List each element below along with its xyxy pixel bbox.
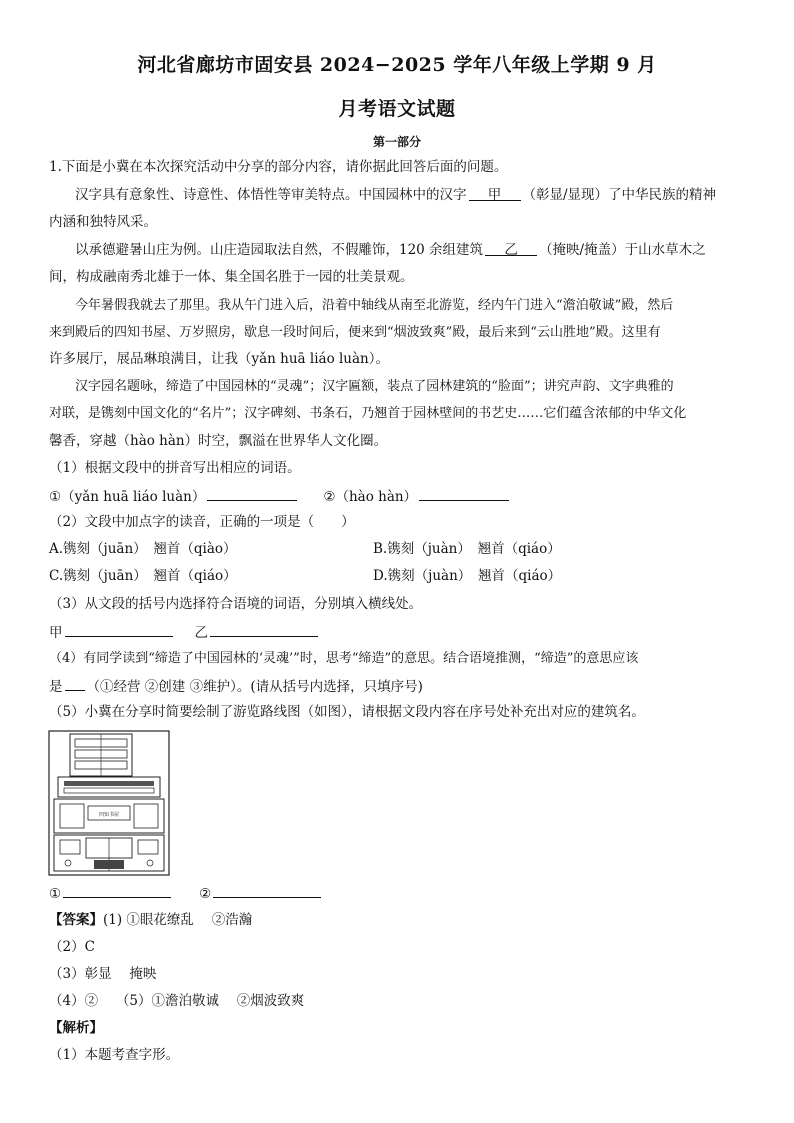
answer-blank [63, 883, 171, 898]
paragraph-4-line3: 馨香，穿越（hào hàn）时空，飘溢在世界华人文化圈。 [49, 433, 388, 449]
answer-2: （2）C [49, 939, 95, 955]
sub-question-2: （2）文段中加点字的读音，正确的一项是（ ） [49, 514, 355, 530]
sub-question-5: （5）小冀在分享时简要绘制了游览路线图（如图），请根据文段内容在序号处补充出对应的建筑名。 [49, 704, 645, 720]
answer-3: （3）彰显 掩映 [49, 966, 157, 982]
option-c: C.镌刻（juān） 翘首（qiáo） [49, 568, 237, 584]
sub-question-4-line1: （4）有同学读到“缔造了中国园林的‘灵魂’”时，思考“缔造”的意思。结合语境推测，“缔造”的意思应该 [49, 651, 639, 666]
option-d: D.镌刻（juàn） 翘首（qiáo） [373, 568, 562, 584]
sub-question-3-blanks: 甲 乙 [49, 622, 749, 643]
sub-question-4-line2: 是 （①经营 ②创建 ③维护）。(请从括号内选择，只填序号) [49, 676, 749, 697]
answer-tag: 【答案】 [49, 912, 103, 928]
answer-blank [213, 883, 321, 898]
tour-route-map [48, 730, 170, 876]
answer-blank [65, 622, 173, 637]
answer-blank [207, 486, 297, 501]
answer-section: 【答案】(1) ①眼花缭乱 ②浩瀚 [49, 912, 253, 928]
paragraph-2-line1: 以承德避暑山庄为例。山庄造园取法自然，不假雕饰，120 余组建筑 乙 （掩映/掩盖）于山水草木之 [75, 242, 706, 258]
paragraph-1-line1: 汉字具有意象性、诗意性、体悟性等审美特点。中国园林中的汉字 甲 （彰显/显现）了中华民族的精神 [75, 187, 717, 203]
section-heading: 第一部分 [372, 135, 421, 149]
paragraph-1-line2: 内涵和独特风采。 [49, 214, 157, 230]
answer-4-5: （4）② （5）①澹泊敬诚 ②烟波致爽 [49, 993, 305, 1009]
option-b: B.镌刻（juàn） 翘首（qiáo） [373, 541, 561, 557]
options-row-1 [49, 540, 749, 559]
paragraph-3-line1: 今年暑假我就去了那里。我从午门进入后，沿着中轴线从南至北游览，经内午门进入“澹泊敬诚”殿，然后 [75, 298, 674, 313]
document-title-line2: 月考语文试题 [338, 98, 456, 120]
document-title: 河北省廊坊市固安县 2024−2025 学年八年级上学期 9 月 [137, 54, 657, 76]
paragraph-4-line1: 汉字园名题咏，缔造了中国园林的“灵魂”；汉字匾额，装点了园林建筑的“脸面”；讲究声韵、文字典雅的 [75, 379, 674, 394]
answer-blank [419, 486, 509, 501]
map-label: 四知书屋 [98, 812, 120, 818]
paragraph-3-line3: 许多展厅，展品琳琅满目，让我（yǎn huā liáo luàn）。 [49, 351, 389, 367]
paragraph-2-line2: 间，构成融南秀北雄于一体、集全国名胜于一园的壮美景观。 [49, 269, 414, 285]
options-row-2 [49, 567, 749, 586]
paragraph-4-line2: 对联，是镌刻中国文化的“名片”；汉字碑刻、书条石，乃翘首于园林壁间的书艺史……它们蕴含浓郁的中华文化 [49, 406, 687, 421]
sub-question-3: （3）从文段的括号内选择符合语境的词语，分别填入横线处。 [49, 596, 423, 612]
analysis-tag: 【解析】 [49, 1020, 103, 1036]
blank-yi: 乙 [485, 241, 537, 256]
paragraph-3-line2: 来到殿后的四知书屋、万岁照房，歇息一段时间后，便来到“烟波致爽”殿，最后来到“云山胜地”殿。这里有 [49, 325, 661, 340]
sub-question-1: （1）根据文段中的拼音写出相应的词语。 [49, 460, 301, 476]
sub-question-5-blanks: ① ② [49, 883, 749, 904]
answer-blank [210, 622, 318, 637]
analysis-1: （1）本题考查字形。 [49, 1047, 180, 1063]
sub-question-1-blanks: ①（yǎn huā liáo luàn） ②（hào hàn） [49, 486, 749, 507]
option-a: A.镌刻（juān） 翘首（qiào） [49, 541, 237, 557]
answer-blank [65, 676, 85, 691]
question-1-intro: 1.下面是小冀在本次探究活动中分享的部分内容，请你据此回答后面的问题。 [49, 159, 508, 175]
blank-jia: 甲 [469, 186, 521, 201]
